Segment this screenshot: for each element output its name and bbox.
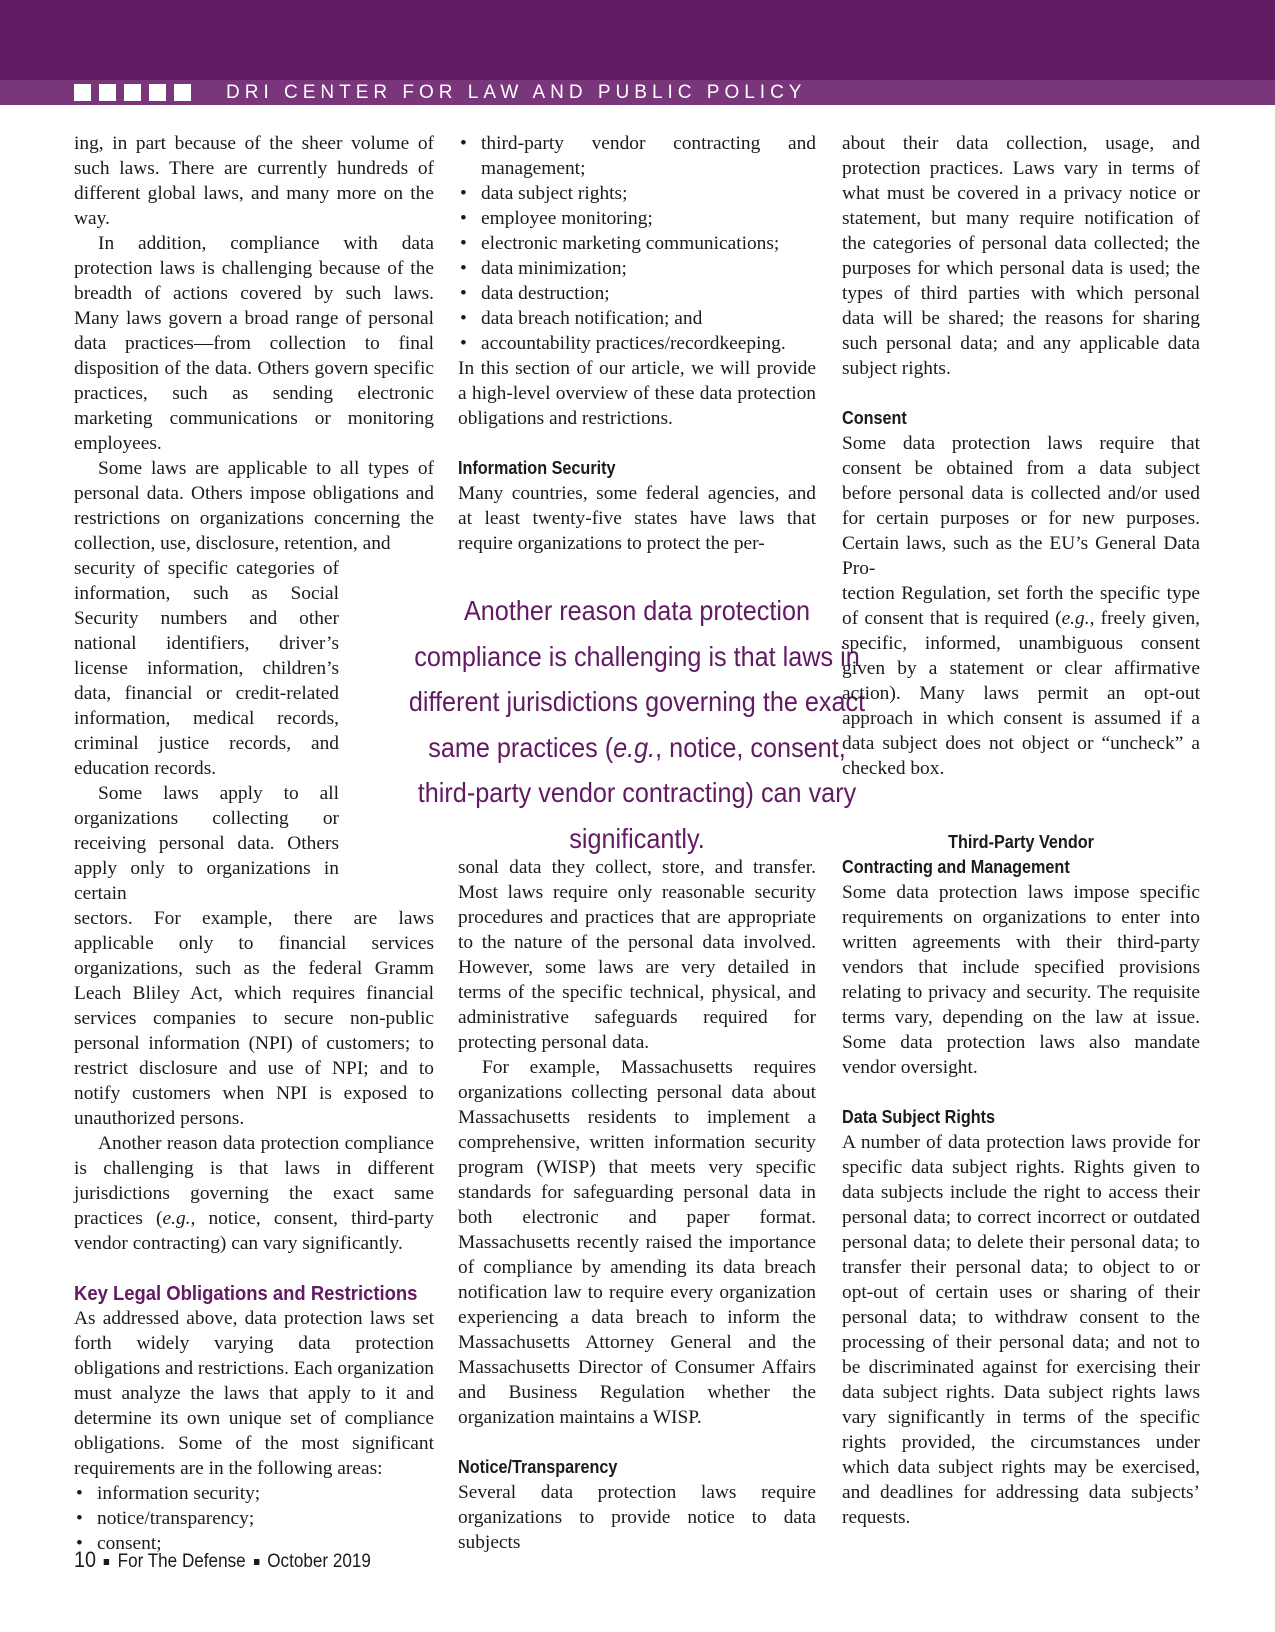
paragraph: Some laws are applicable to all types of personal data. Others impose obligations and restrictions on organizations concerning the collection, use, disclosure, retention, and — [74, 458, 434, 554]
column-3-bottom — [842, 830, 1200, 1530]
separator-square — [104, 1559, 109, 1565]
column-3-top — [842, 131, 1200, 781]
list-item: • third-party vendor contracting and management; — [458, 131, 816, 181]
list-item: • information security; — [74, 1481, 434, 1506]
publication-name: For The Defense — [117, 1551, 246, 1572]
list-item: • data subject rights; — [458, 181, 816, 206]
paragraph: Several data protection laws require organizations to provide notice to data subjects — [458, 1482, 816, 1553]
paragraph: Some laws apply to all organizations collecting or receiving personal data. Others apply only to organizations in certain — [74, 783, 339, 904]
bullet-list — [458, 131, 816, 356]
list-item: • data minimization; — [458, 256, 816, 281]
column-2-top — [458, 131, 816, 556]
section-heading-notice-transparency: Notice/Transparency — [458, 1457, 618, 1477]
page-number: 10 — [74, 1547, 97, 1572]
paragraph: about their data collection, usage, and protection practices. Laws vary in terms of what must be covered in a privacy notice or statement, but many require notification of the categories of personal data collected; the purposes for which personal data is used; the types of third parties with which personal data will be shared; the reasons for sharing such personal data; and any applicable data subject rights. — [842, 133, 1200, 379]
section-title: DRI CENTER FOR LAW AND PUBLIC POLICY — [226, 82, 807, 103]
paragraph: As addressed above, data protection laws set forth widely varying data protection obligations and restrictions. Each organization must analyze the laws that apply to it and determine its own unique set of compliance obligations. Some of the most significant requirements are in the following areas: — [74, 1308, 434, 1479]
column-2-bottom — [458, 855, 816, 1555]
list-item: • employee monitoring; — [458, 206, 816, 231]
paragraph: Many countries, some federal agencies, and at least twenty-five states have laws that require organizations to protect the per- — [458, 483, 816, 554]
paragraph: In this section of our article, we will provide a high-level overview of these data protection obligations and restrictions. — [458, 358, 816, 429]
paragraph: sectors. For example, there are laws applicable only to financial services organizations, such as the federal Gramm Leach Bliley Act, which requires financial services companies to secure non-public personal information (NPI) of customers; to restrict disclosure and use of NPI; and to notify customers when NPI is exposed to unauthorized persons. — [74, 908, 434, 1129]
list-item: • data destruction; — [458, 281, 816, 306]
section-heading-key-obligations: Key Legal Obligations and Restrictions — [74, 1282, 418, 1305]
paragraph: sonal data they collect, store, and transfer. Most laws require only reasonable security procedures and practices that are appropriate to the nature of the personal data involved. However, some laws are very detailed in terms of the specific technical, physical, and administrative safeguards required for protecting personal data. — [458, 857, 816, 1053]
list-item: • electronic marketing communications; — [458, 231, 816, 256]
section-heading-vendor-line-1: Third-Party Vendor — [948, 832, 1094, 852]
column-1 — [74, 131, 434, 1556]
paragraph: Some data protection laws impose specific requirements on organizations to enter into written agreements with their third-party vendors that include specified provisions relating to privacy and security. The requisite terms vary, depending on the law at issue. Some data protection laws also mandate vendor oversight. — [842, 882, 1200, 1078]
separator-square — [254, 1559, 259, 1565]
section-heading-information-security: Information Security — [458, 458, 616, 478]
list-item: • consent; — [74, 1531, 434, 1556]
pull-quote: Another reason data protection compliance is challenging is that laws in different jurisdictions governing the exact same practices (e.g., notice, consent, third-party vendor contracting) can vary significantly. — [408, 595, 866, 854]
paragraph: ing, in part because of the sheer volume of such laws. There are currently hundreds of different global laws, and many more on the way. — [74, 133, 434, 229]
paragraph: Another reason data protection compliance is challenging is that laws in different jurisdictions governing the exact same practices (e.g., notice, consent, third-party vendor contracting) can vary significantly. — [74, 1133, 434, 1254]
section-heading-vendor-line-2: Contracting and Management — [842, 857, 1070, 877]
section-heading-data-subject-rights: Data Subject Rights — [842, 1107, 996, 1127]
paragraph: For example, Massachusetts requires organizations collecting personal data about Massachusetts residents to implement a comprehensive, written information security program (WISP) that meets very specific standards for safeguarding personal data in both electronic and paper format. Massachusetts recently raised the importance of compliance by amending its data breach notification law to require every organization experiencing a data breach to inform the Massachusetts Attorney General and the Massachusetts Director of Consumer Affairs and Business Regulation whether the organization maintains a WISP. — [458, 1057, 816, 1428]
list-item: • data breach notification; and — [458, 306, 816, 331]
list-item: • notice/transparency; — [74, 1506, 434, 1531]
page-footer — [74, 1547, 371, 1574]
header-squares-decoration — [74, 84, 199, 101]
issue-date: October 2019 — [267, 1551, 371, 1572]
bullet-list — [74, 1481, 434, 1556]
header-bar — [0, 0, 1275, 80]
list-item: • accountability practices/recordkeeping. — [458, 331, 816, 356]
paragraph: tection Regulation, set forth the specific type of consent that is required (e.g., freely given, specific, informed, unambiguous consent given by a statement or clear affirmative action). Many laws permit an opt-out approach in which consent is assumed if a data subject does not object or “uncheck” a checked box. — [842, 583, 1200, 779]
paragraph: In addition, compliance with data protection laws is challenging because of the breadth of actions covered by such laws. Many laws govern a broad range of personal data practices—from collection to final disposition of the data. Others govern specific practices, such as sending electronic marketing communications or monitoring employees. — [74, 233, 434, 454]
paragraph: security of specific categories of information, such as Social Security numbers and other national identifiers, driver’s license information, children’s data, financial or credit-related information, medical records, criminal justice records, and education records. — [74, 558, 339, 779]
paragraph: Some data protection laws require that consent be obtained from a data subject before personal data is collected and/or used for certain purposes or for new purposes. Certain laws, such as the EU’s General Data Pro- — [842, 433, 1200, 579]
section-heading-consent: Consent — [842, 408, 907, 428]
paragraph: A number of data protection laws provide for specific data subject rights. Rights given to data subjects include the right to access their personal data; to correct incorrect or outdated personal data; to delete their personal data; to transfer their personal data; to object to or opt-out of certain uses or sharing of their personal data; to withdraw consent to the processing of their personal data; and not to be discriminated against for exercising their data subject rights. Data subject rights laws vary significantly in terms of the specific rights provided, the circumstances under which data subject rights may be exercised, and deadlines for addressing data subjects’ requests. — [842, 1132, 1200, 1528]
